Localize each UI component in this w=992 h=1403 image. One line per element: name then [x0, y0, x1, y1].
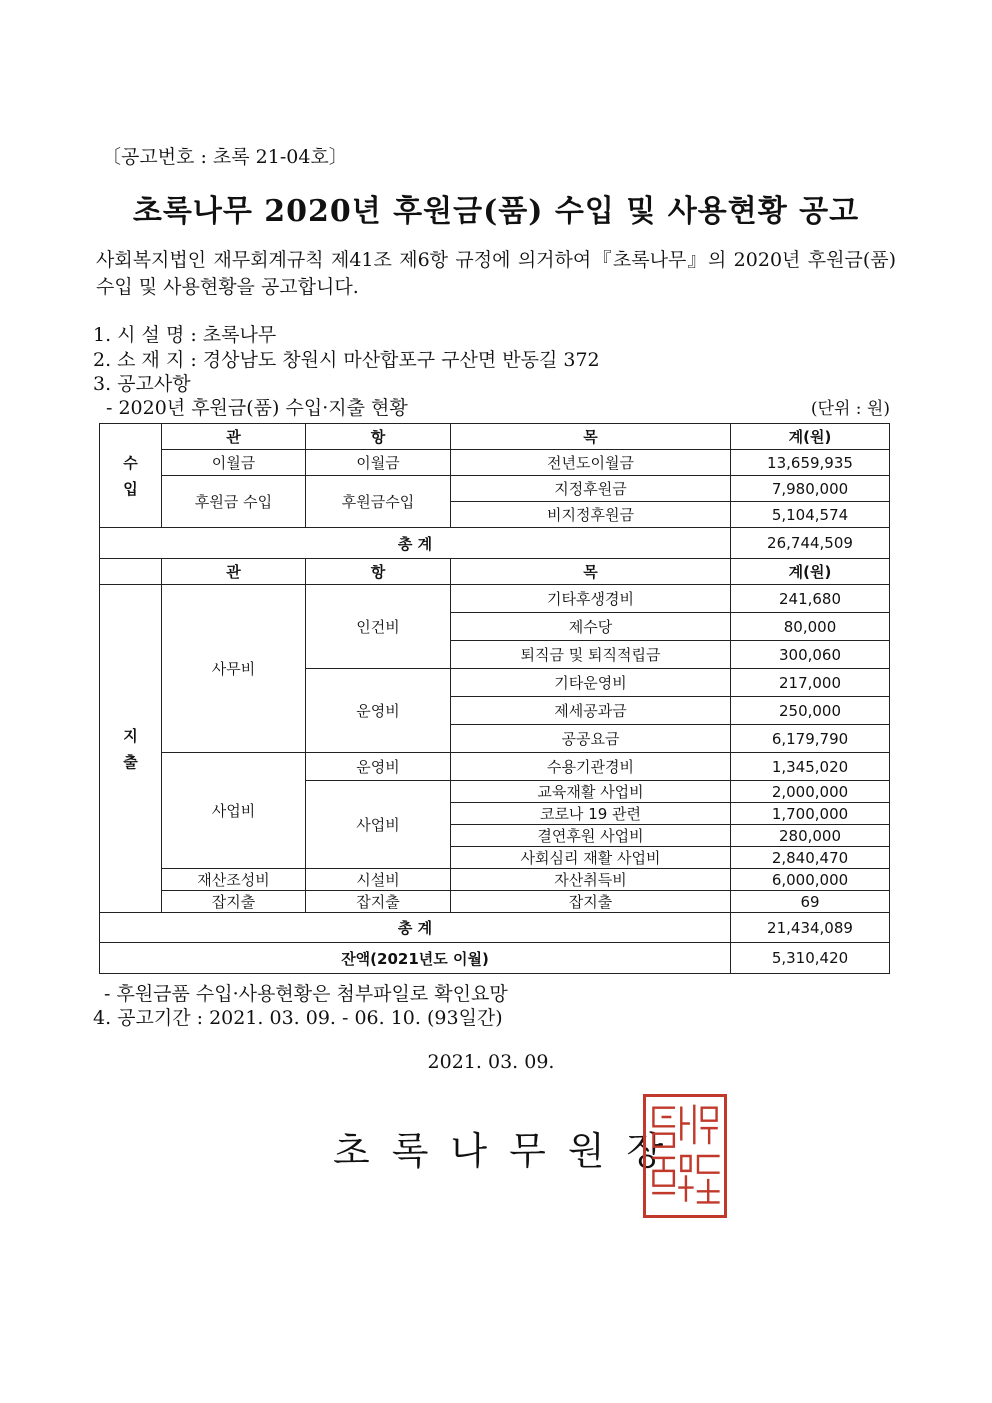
header-mok: 목	[451, 424, 731, 450]
expense-gwan: 잡지출	[162, 891, 306, 913]
expense-label	[100, 585, 162, 913]
expense-gwan-office: 사무비	[162, 585, 306, 753]
expense-amount: 217,000	[731, 669, 890, 697]
header-hang: 항	[306, 424, 451, 450]
expense-mok: 자산취득비	[451, 869, 731, 891]
expense-mok: 공공요금	[451, 725, 731, 753]
balance-amount: 5,310,420	[731, 943, 890, 974]
expense-header-blank	[100, 559, 162, 585]
facility-location: 2. 소 재 지 : 경상남도 창원시 마산합포구 구산면 반동길 372	[93, 349, 600, 371]
expense-gwan-business: 사업비	[162, 753, 306, 869]
seal-graphic	[646, 1097, 724, 1215]
expense-amount: 2,840,470	[731, 847, 890, 869]
income-mok: 지정후원금	[451, 476, 731, 502]
expense-mok: 수용기관경비	[451, 753, 731, 781]
expense-mok: 제세공과금	[451, 697, 731, 725]
income-gwan: 이월금	[162, 450, 306, 476]
expense-amount: 1,345,020	[731, 753, 890, 781]
header-gwan: 관	[162, 424, 306, 450]
expense-mok: 제수당	[451, 613, 731, 641]
signature-director: 초록나무원장	[333, 1129, 686, 1173]
expense-mok: 기타후생경비	[451, 585, 731, 613]
expense-mok: 퇴직금 및 퇴직적립금	[451, 641, 731, 669]
balance-label: 잔액(2021년도 이월)	[100, 943, 731, 974]
expense-total: 21,434,089	[731, 913, 890, 943]
income-label-char-2: 입	[123, 479, 138, 498]
income-total: 26,744,509	[731, 528, 890, 559]
notice-period: 4. 공고기간 : 2021. 03. 09. - 06. 10. (93일간)	[93, 1007, 503, 1029]
unit-label: (단위 : 원)	[810, 399, 890, 419]
income-amount: 7,980,000	[731, 476, 890, 502]
income-label	[100, 424, 162, 528]
notice-number: 〔공고번호 : 초록 21-04호〕	[102, 146, 348, 168]
table-caption: - 2020년 후원금(품) 수입·지출 현황	[106, 397, 408, 419]
income-gwan: 후원금 수입	[162, 476, 306, 528]
expense-hang-operating: 운영비	[306, 669, 451, 753]
page-title: 초록나무 2020년 후원금(품) 수입 및 사용현황 공고	[132, 194, 860, 229]
expense-mok: 잡지출	[451, 891, 731, 913]
expense-total-label: 총 계	[100, 913, 731, 943]
header-amount: 계(원)	[731, 559, 890, 585]
expense-mok: 코로나 19 관련	[451, 803, 731, 825]
official-seal-icon	[643, 1094, 727, 1218]
expense-mok: 결연후원 사업비	[451, 825, 731, 847]
expense-amount: 241,680	[731, 585, 890, 613]
expense-mok: 기타운영비	[451, 669, 731, 697]
expense-amount: 69	[731, 891, 890, 913]
header-gwan: 관	[162, 559, 306, 585]
header-amount: 계(원)	[731, 424, 890, 450]
expense-hang: 시설비	[306, 869, 451, 891]
expense-amount: 80,000	[731, 613, 890, 641]
finance-table	[99, 423, 890, 974]
income-amount: 13,659,935	[731, 450, 890, 476]
facility-name: 1. 시 설 명 : 초록나무	[93, 324, 277, 346]
expense-amount: 1,700,000	[731, 803, 890, 825]
expense-amount: 2,000,000	[731, 781, 890, 803]
attachment-note: - 후원금품 수입·사용현황은 첨부파일로 확인요망	[104, 983, 508, 1005]
expense-mok: 사회심리 재활 사업비	[451, 847, 731, 869]
expense-hang-business-operating: 운영비	[306, 753, 451, 781]
expense-label-char-2: 출	[123, 752, 138, 771]
expense-hang-business: 사업비	[306, 781, 451, 869]
income-hang: 후원금수입	[306, 476, 451, 528]
header-hang: 항	[306, 559, 451, 585]
notice-date: 2021. 03. 09.	[427, 1051, 555, 1073]
expense-amount: 6,179,790	[731, 725, 890, 753]
notice-matters: 3. 공고사항	[93, 373, 191, 395]
income-total-label: 총 계	[100, 528, 731, 559]
income-hang: 이월금	[306, 450, 451, 476]
income-mok: 비지정후원금	[451, 502, 731, 528]
expense-gwan: 재산조성비	[162, 869, 306, 891]
income-label-char-1: 수	[123, 453, 138, 472]
expense-label-char-1: 지	[123, 726, 138, 745]
income-amount: 5,104,574	[731, 502, 890, 528]
expense-amount: 300,060	[731, 641, 890, 669]
expense-amount: 6,000,000	[731, 869, 890, 891]
header-mok: 목	[451, 559, 731, 585]
expense-mok: 교육재활 사업비	[451, 781, 731, 803]
expense-amount: 250,000	[731, 697, 890, 725]
income-mok: 전년도이월금	[451, 450, 731, 476]
intro-paragraph: 사회복지법인 재무회계규칙 제41조 제6항 규정에 의거하여『초록나무』의 2020년 후원금(품) 수입 및 사용현황을 공고합니다.	[96, 249, 896, 298]
expense-hang: 잡지출	[306, 891, 451, 913]
expense-amount: 280,000	[731, 825, 890, 847]
expense-hang-personnel: 인건비	[306, 585, 451, 669]
